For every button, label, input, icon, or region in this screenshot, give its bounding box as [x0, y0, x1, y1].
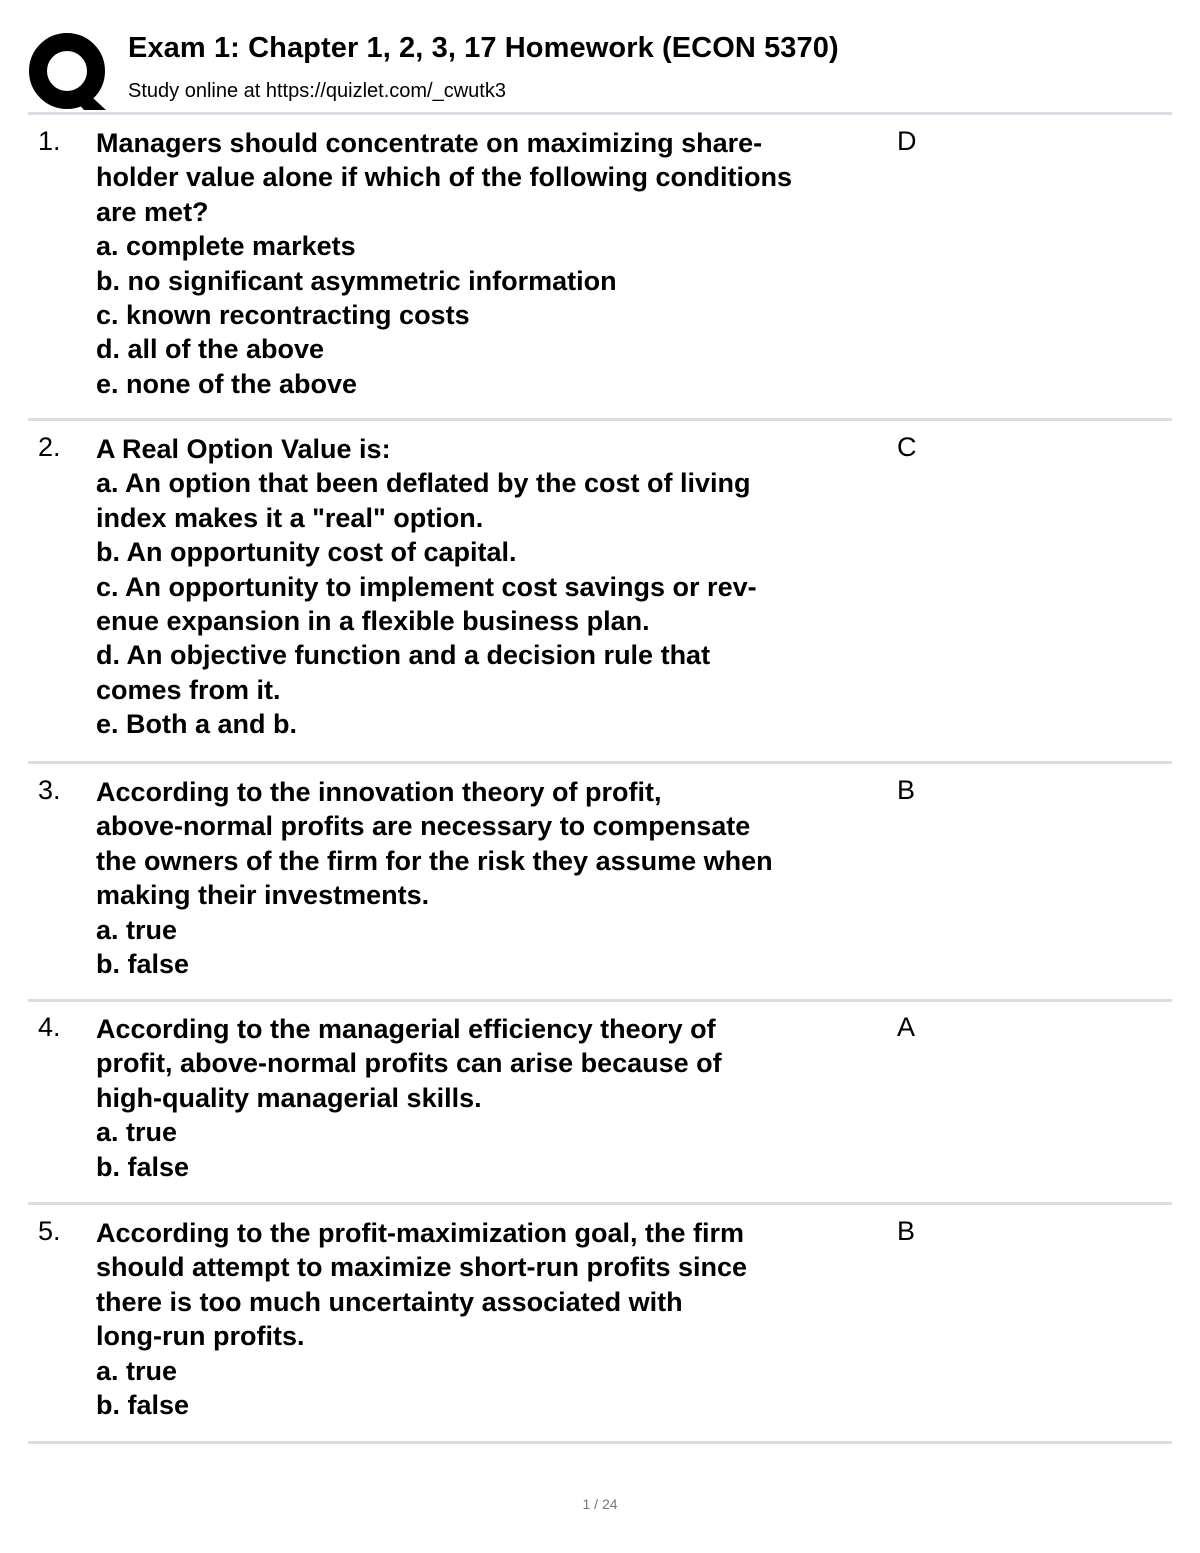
card-answer: B	[897, 775, 916, 805]
card-question	[96, 1216, 896, 1422]
question-line: According to the managerial efficiency theory of	[96, 1014, 716, 1044]
question-line: a. An option that been deflated by the cost of living	[96, 468, 751, 499]
question-line: c. known recontracting costs	[96, 300, 470, 331]
question-line: above-normal profits are necessary to compensate	[96, 811, 751, 842]
question-line: e. Both a and b.	[96, 709, 298, 740]
card-answer: A	[897, 1012, 916, 1042]
question-line: A Real Option Value is:	[96, 434, 391, 464]
quizlet-logo-icon	[28, 32, 108, 110]
divider	[28, 1202, 1172, 1205]
divider	[28, 418, 1172, 421]
question-line: making their investments.	[96, 880, 430, 911]
question-line: index makes it a "real" option.	[96, 502, 484, 533]
question-line: d. all of the above	[96, 334, 325, 365]
question-line: comes from it.	[96, 674, 281, 705]
question-line: long-run profits.	[96, 1321, 305, 1352]
question-line: a. true	[96, 914, 178, 945]
divider	[28, 761, 1172, 764]
divider	[28, 1441, 1172, 1444]
card-question	[96, 432, 896, 742]
question-line: b. false	[96, 1390, 190, 1421]
question-line: Managers should concentrate on maximizing share-	[96, 128, 763, 158]
question-line: d. An objective function and a decision rule that	[96, 640, 711, 671]
question-line: e. none of the above	[96, 368, 358, 399]
page-indicator: 1 / 24	[582, 1496, 618, 1512]
question-line: a. complete markets	[96, 231, 356, 262]
question-line: b. false	[96, 949, 190, 980]
question-line: c. An opportunity to implement cost savings or rev-	[96, 571, 757, 602]
card-question	[96, 126, 896, 401]
question-line: the owners of the firm for the risk they assume when	[96, 845, 773, 876]
document-title: Exam 1: Chapter 1, 2, 3, 17 Homework (ECON 5370)	[128, 32, 839, 64]
flashcard-5	[28, 1216, 1172, 1431]
card-number: 1.	[38, 126, 61, 156]
question-line: According to the profit-maximization goal, the firm	[96, 1218, 745, 1248]
card-number: 4.	[38, 1012, 61, 1042]
question-line: a. true	[96, 1355, 178, 1386]
question-line: high-quality managerial skills.	[96, 1082, 482, 1113]
question-line: should attempt to maximize short-run profits since	[96, 1252, 748, 1283]
divider	[28, 999, 1172, 1002]
question-line: enue expansion in a flexible business plan.	[96, 606, 650, 637]
card-answer: B	[897, 1216, 916, 1246]
flashcard-4	[28, 1012, 1172, 1192]
question-line: a. true	[96, 1117, 178, 1148]
card-number: 3.	[38, 775, 61, 805]
question-line: profit, above-normal profits can arise because of	[96, 1048, 722, 1079]
question-line: b. no significant asymmetric information	[96, 265, 617, 296]
question-line: b. false	[96, 1151, 190, 1182]
flashcard-3	[28, 775, 1172, 990]
card-answer: C	[897, 432, 917, 462]
flashcard-1	[28, 126, 1172, 408]
study-online-link[interactable]: Study online at https://quizlet.com/_cwutk3	[128, 80, 506, 102]
question-line: holder value alone if which of the following conditions	[96, 162, 793, 193]
question-line: are met?	[96, 196, 209, 227]
card-answer: D	[897, 126, 917, 156]
card-number: 2.	[38, 432, 61, 462]
card-question	[96, 775, 896, 981]
card-question	[96, 1012, 896, 1184]
flashcard-2	[28, 432, 1172, 750]
card-number: 5.	[38, 1216, 61, 1246]
document-header	[28, 28, 1172, 112]
question-line: there is too much uncertainty associated with	[96, 1286, 683, 1317]
divider	[28, 112, 1172, 115]
question-line: According to the innovation theory of profit,	[96, 777, 662, 807]
question-line: b. An opportunity cost of capital.	[96, 537, 517, 568]
